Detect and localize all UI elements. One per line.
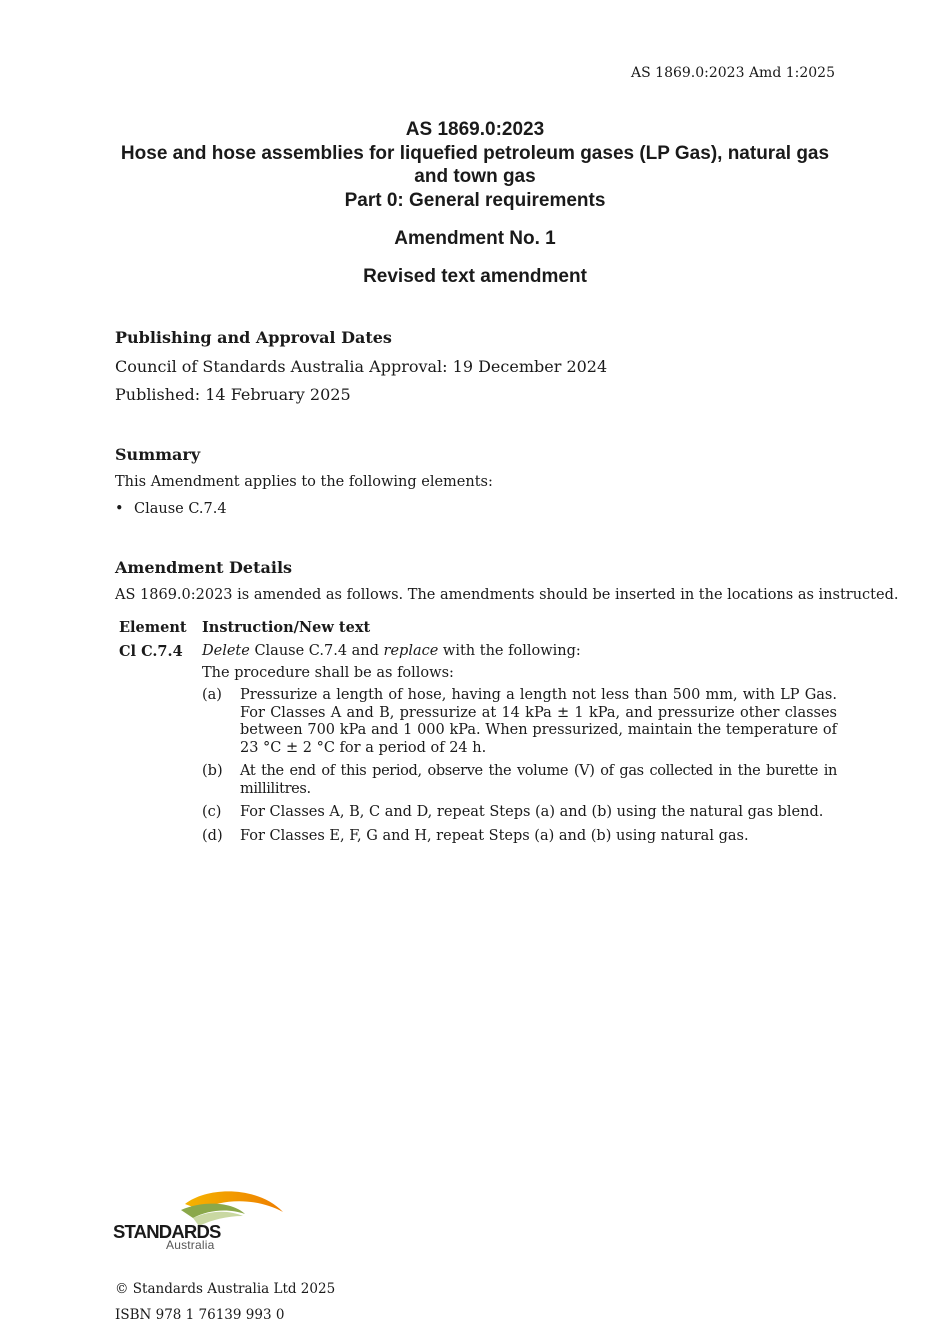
row-element: Cl C.7.4 [119,643,183,660]
approval-date: Council of Standards Australia Approval: 19 December 2024 [115,357,608,376]
published-date: Published: 14 February 2025 [115,385,351,404]
standards-australia-logo [113,1188,288,1254]
amendment-table [115,619,837,851]
details-heading: Amendment Details [115,558,293,577]
list-item: (b) At the end of this period, observe the volume (V) of gas collected in the burette in millilitres. [202,763,837,797]
list-item: (c) For Classes A, B, C and D, repeat Steps (a) and (b) using the natural gas blend. [202,804,824,820]
summary-intro: This Amendment applies to the following elements: [115,474,493,490]
column-header-element: Element [119,619,187,636]
document-reference: AS 1869.0:2023 Amd 1:2025 [631,65,835,81]
table-row [115,643,837,851]
details-intro: AS 1869.0:2023 is amended as follows. The amendments should be inserted in the locations as instructed. [115,587,899,603]
list-item: (a) Pressurize a length of hose, having a length not less than 500 mm, with LP Gas. For Classes A and B, pressurize at 14 kPa ± 1 kPa, and pressurize other classes between 700 kPa and 1 000 kPa. When pressurized, maintain the temperature of 23 °C ± 2 °C for a period of 24 h. [202,687,837,756]
logo-wordmark: STANDARDS [113,1221,221,1242]
amendment-type: Revised text amendment [363,266,587,287]
summary-heading: Summary [115,445,201,464]
column-header-instruction: Instruction/New text [202,619,371,636]
instruction-line: Delete Clause C.7.4 and replace with the following: [202,643,581,659]
logo-subtitle: Australia [166,1238,215,1252]
bullet-icon: • [115,501,124,517]
copyright: © Standards Australia Ltd 2025 [115,1281,336,1297]
summary-list-item: • Clause C.7.4 [115,501,227,517]
publishing-heading: Publishing and Approval Dates [115,328,392,347]
standard-part: Part 0: General requirements [344,189,606,211]
procedure-intro: The procedure shall be as follows: [202,665,454,681]
standard-number: AS 1869.0:2023 [405,119,545,140]
list-item: (d) For Classes E, F, G and H, repeat Steps (a) and (b) using natural gas. [202,827,749,844]
amendment-number: Amendment No. 1 [394,228,556,249]
title-block [115,118,835,288]
isbn: ISBN 978 1 76139 993 0 [115,1307,285,1323]
row-instruction [202,643,837,851]
standard-title: Hose and hose assemblies for liquefied petroleum gases (LP Gas), natural gas and town gas [120,142,830,187]
table-header-row [115,619,837,643]
